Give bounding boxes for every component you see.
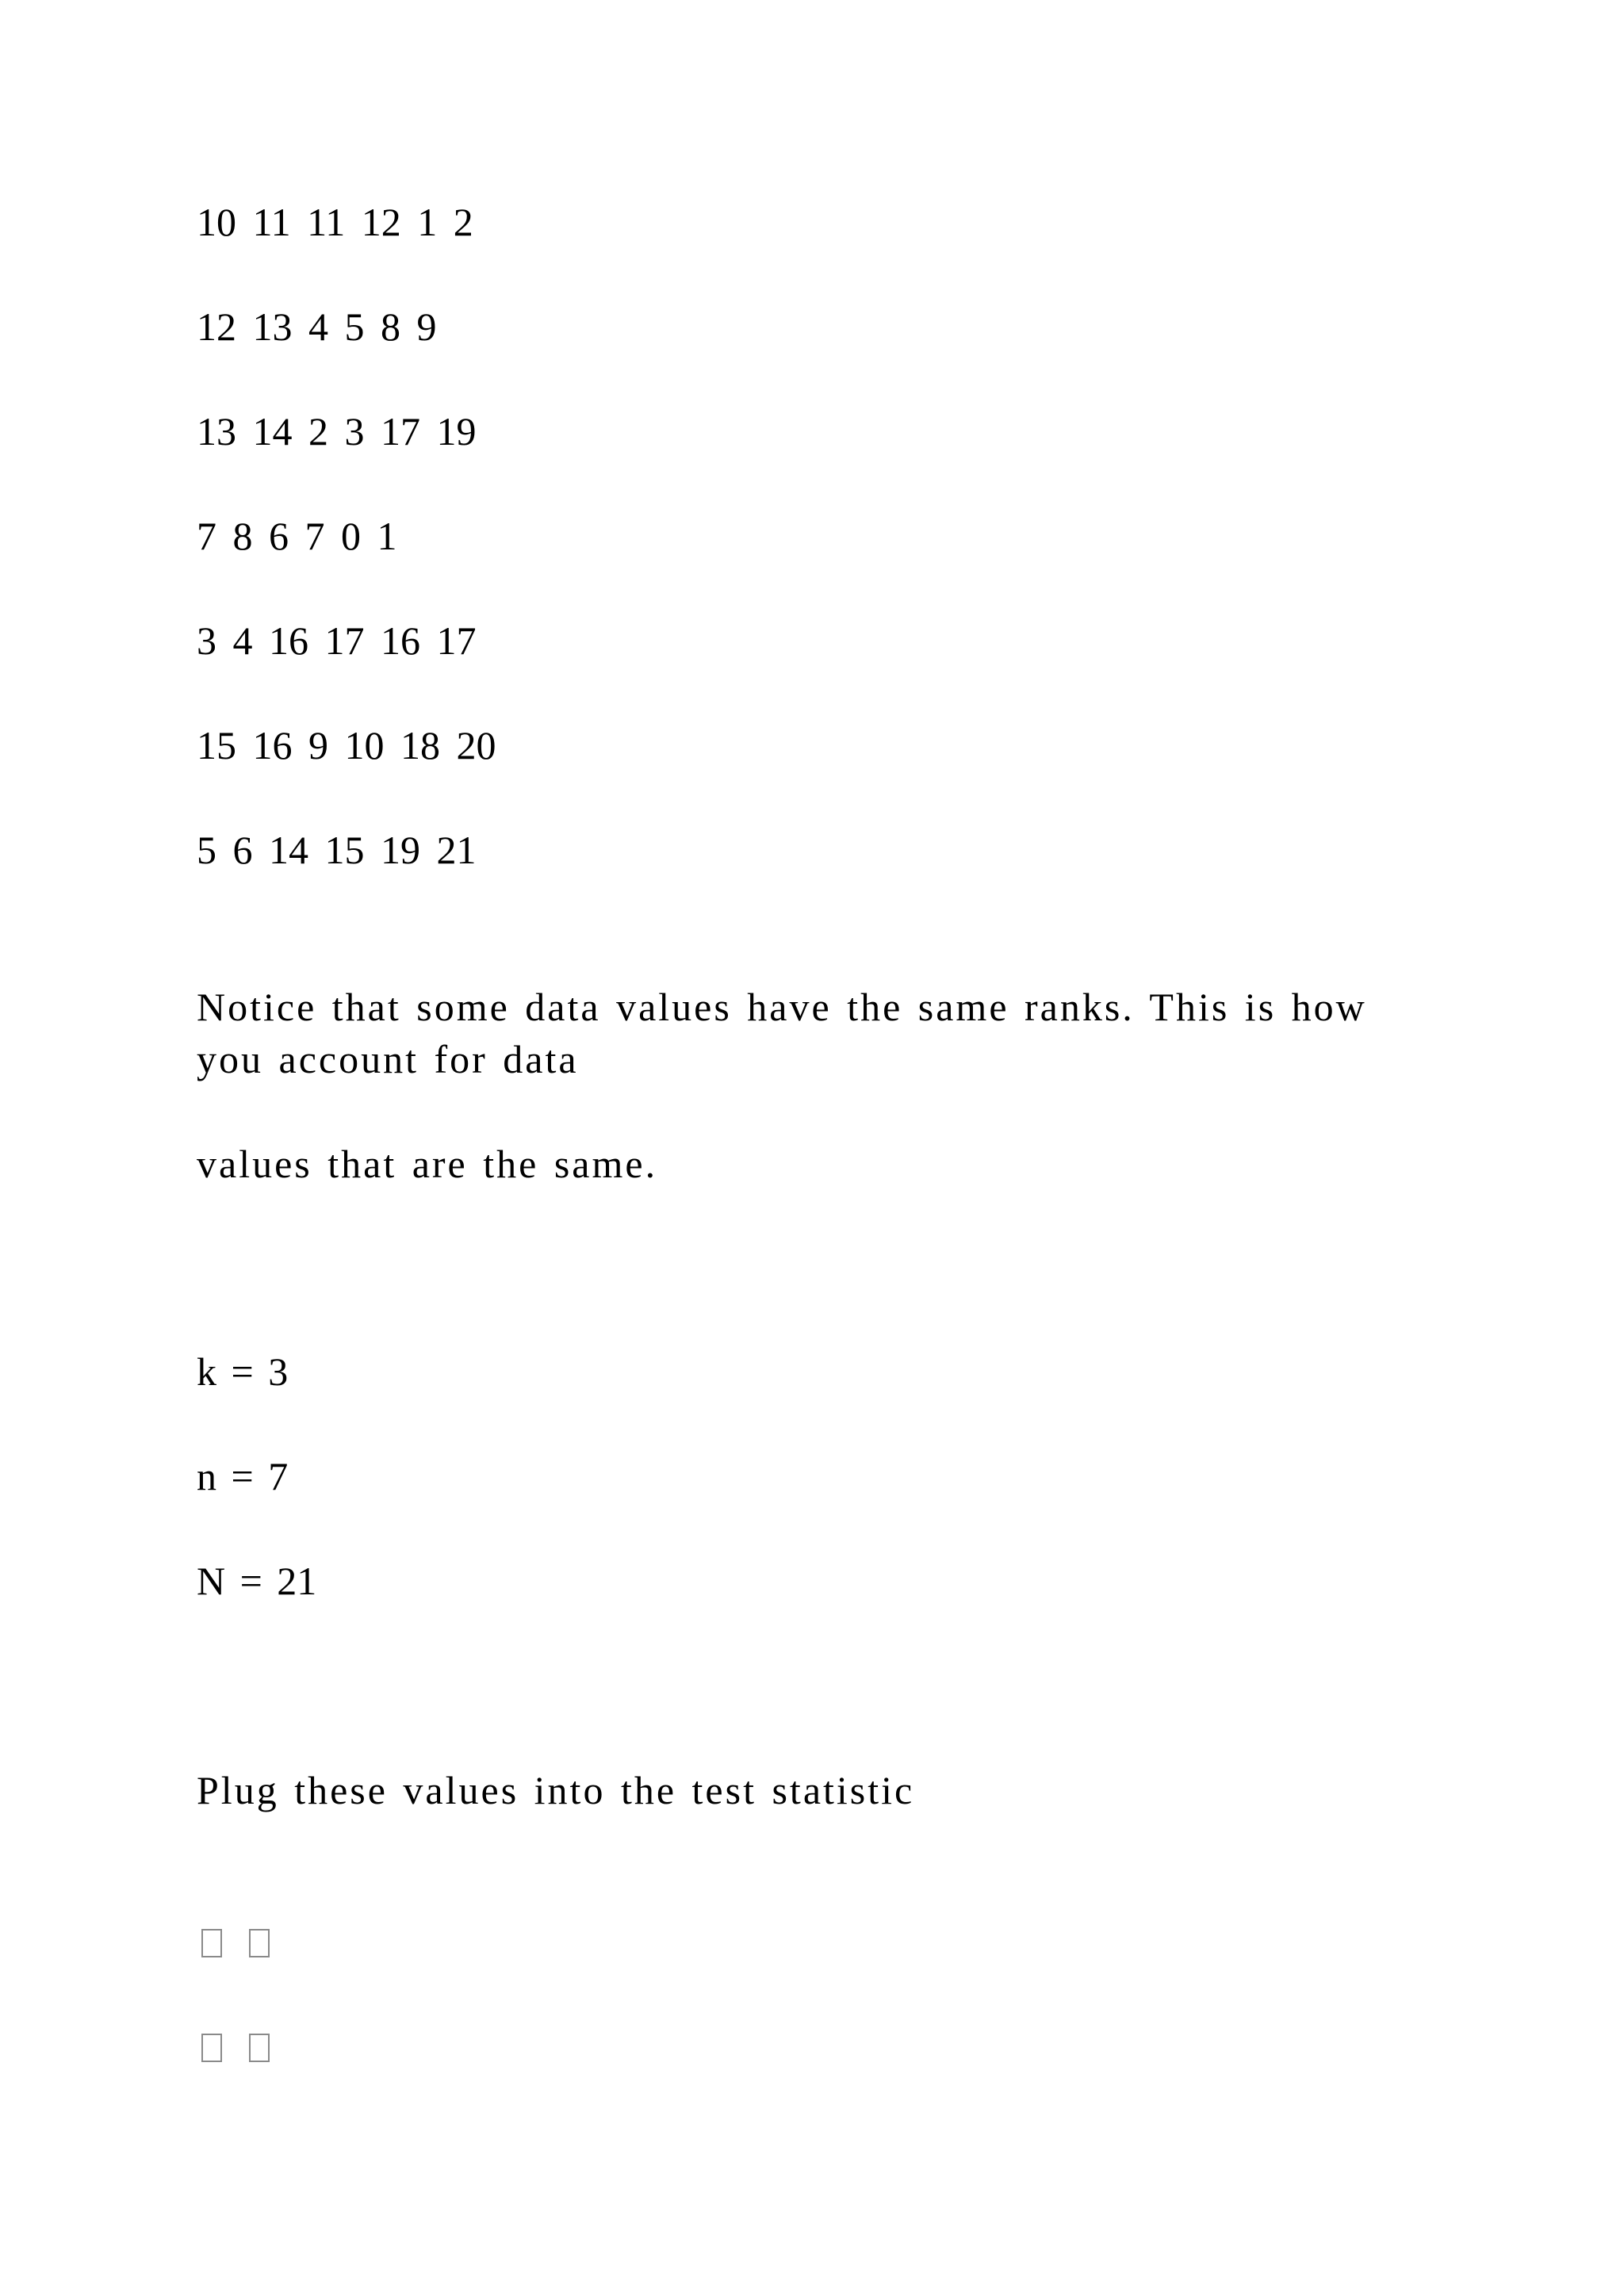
variable-n: n = 7 <box>197 1454 289 1498</box>
variable-k: k = 3 <box>197 1349 289 1394</box>
missing-glyph-icon <box>201 1929 222 1957</box>
rank-row-4: 7 8 6 7 0 1 <box>197 514 397 558</box>
rank-row-2: 12 13 4 5 8 9 <box>197 304 437 349</box>
rank-row-7: 5 6 14 15 19 21 <box>197 828 477 872</box>
rank-row-3: 13 14 2 3 17 19 <box>197 409 477 453</box>
rank-row-6: 15 16 9 10 18 20 <box>197 723 496 767</box>
notice-line-3: values that are the same. <box>197 1142 658 1186</box>
notice-line-1: Notice that some data values have the same ranks. This is how <box>197 985 1367 1029</box>
instruction-text: Plug these values into the test statistic <box>197 1768 915 1812</box>
missing-glyph-icon <box>249 1929 270 1957</box>
missing-glyph-icon <box>201 2034 222 2062</box>
rank-row-1: 10 11 11 12 1 2 <box>197 200 473 244</box>
rank-row-5: 3 4 16 17 16 17 <box>197 618 477 663</box>
missing-glyph-icon <box>249 2034 270 2062</box>
variable-N: N = 21 <box>197 1559 317 1603</box>
notice-line-2: you account for data <box>197 1037 579 1081</box>
